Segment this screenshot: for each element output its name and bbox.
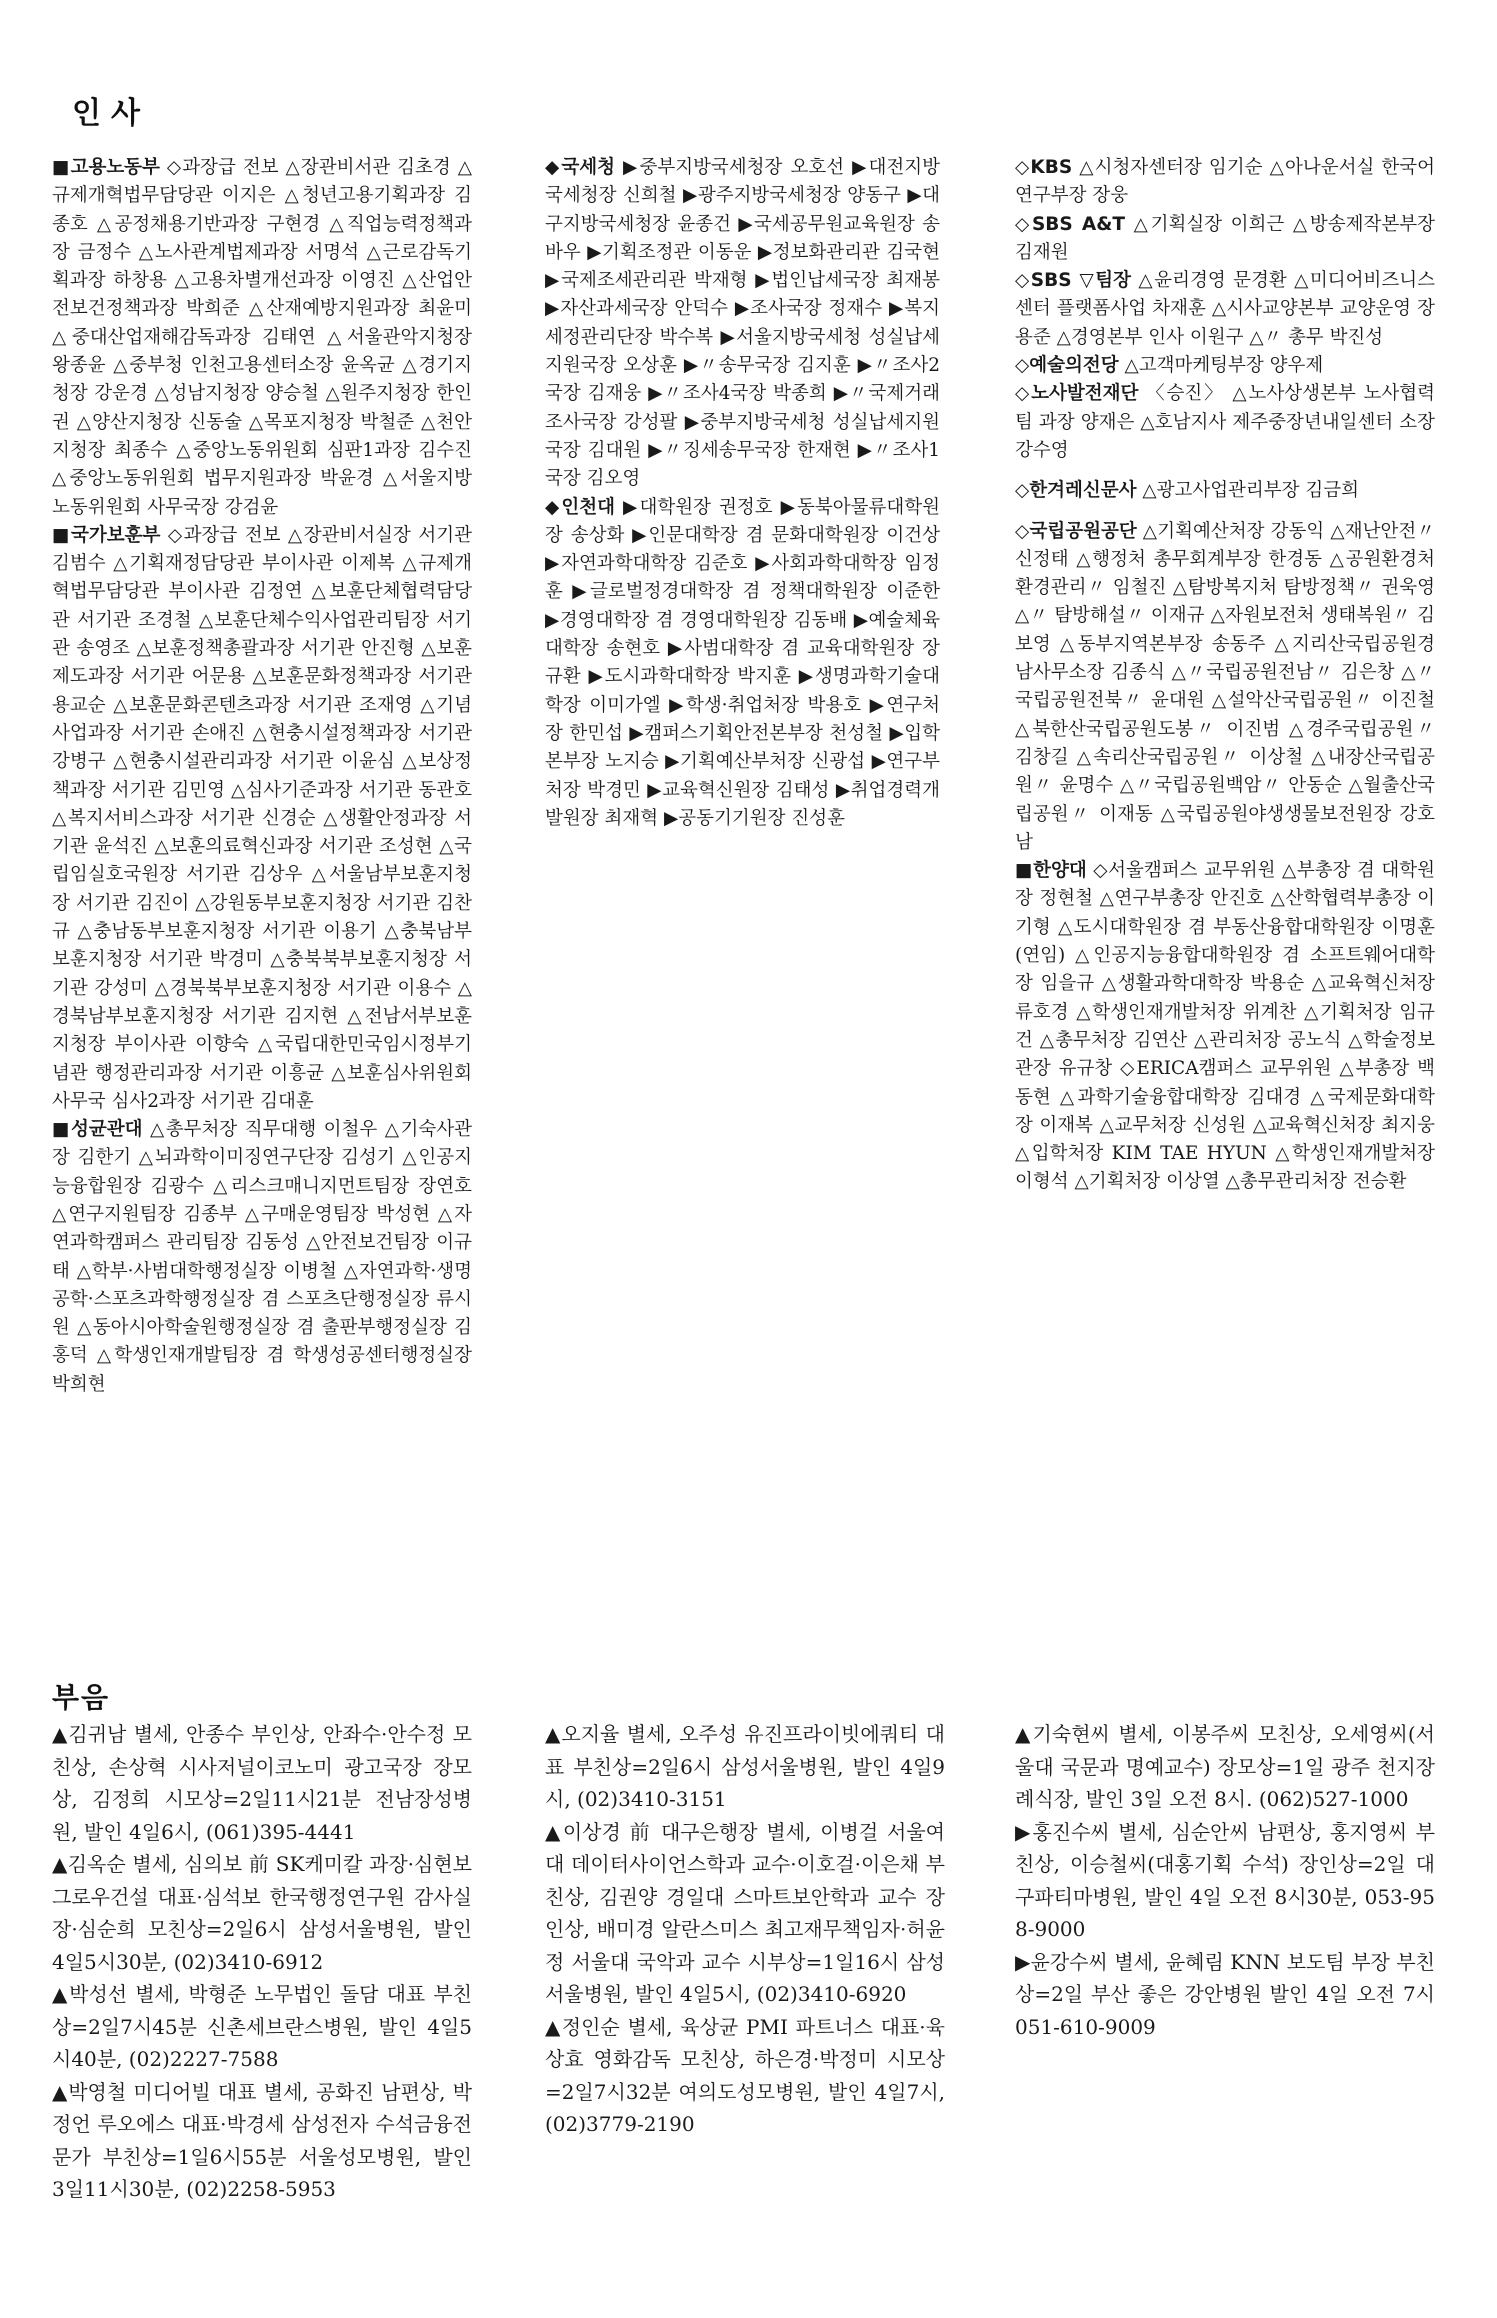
personnel-entry xyxy=(545,494,940,834)
personnel-entry xyxy=(1015,380,1435,465)
obituary-entry: ▲정인순 별세, 육상균 PMI 파트너스 대표·육상효 영화감독 모친상, 하은경·박정미 시모상=2일7시32분 여의도성모병원, 발인 4일7시, (02)3779-2190 xyxy=(545,2014,945,2136)
organization-name: ◇KBS xyxy=(1015,157,1073,178)
personnel-entry xyxy=(52,1116,472,1399)
personnel-entry xyxy=(52,154,472,522)
organization-name: ◆인천대 xyxy=(545,496,616,518)
appointment-list: △기획예산처장 강동익 △재난안전〃 신정태 △행정처 총무회계부장 한경동 △공원환경처 환경관리〃 임철진 △탐방복지처 탐방정책〃 권욱영 △〃 탐방해설〃 이재규 △자원보전처 생태복원〃 김보영 △동부지역본부장 송동주 △지리산국립공원경남사무소장 김종식 △〃국립공원전남〃 김은창 △〃 국립공원전북〃 윤대원 △설악산국립공원〃 이진철 △북한산국립공원도봉〃 이진범 △경주국립공원〃 김창길 △속리산국립공원〃 이상철 △내장산국립공원〃 윤명수 △〃국립공원백암〃 안동순 △월출산국립공원〃 이재동 △국립공원야생생물보전원장 강호남 xyxy=(1015,520,1435,853)
personnel-column-1 xyxy=(52,154,472,1399)
obituary-entry: ▶홍진수씨 별세, 심순안씨 남편상, 홍지영씨 부친상, 이승철씨(대홍기획 수석) 장인상=2일 대구파티마병원, 발인 4일 오전 8시30분, 053-958-9000 xyxy=(1015,1819,1435,1941)
organization-name: ■한양대 xyxy=(1015,860,1087,882)
appointment-list: ◇서울캠퍼스 교무위원 △부총장 겸 대학원장 정현철 △연구부총장 안진호 △산학협력부총장 이기형 △도시대학원장 겸 부동산융합대학원장 이명훈(연임) △인공지능융합대학원장 겸 소프트웨어대학장 임을규 △생활과학대학장 박용순 △교육혁신처장 류호경 △학생인재개발처장 위계찬 △기획처장 임규건 △총무처장 김연산 △관리처장 공노식 △학술정보관장 유규창 ◇ERICA캠퍼스 교무위원 △부총장 백동현 △과학기술융합대학장 김대경 △국제문화대학장 이재복 △교무처장 신성원 △교육혁신처장 최지웅 △입학처장 KIM TAE HYUN △학생인재개발처장 이형석 △기획처장 이상열 △총무관리처장 전승환 xyxy=(1015,860,1436,1193)
appointment-list: ◇과장급 전보 △장관비서관 김초경 △규제개혁법무담당관 이지은 △청년고용기획과장 김종호 △공정채용기반과장 구현경 △직업능력정책과장 금정수 △노사관계법제과장 서명석 △근로감독기획과장 하창용 △고용차별개선과장 이영진 △산업안전보건정책과장 박희준 △산재예방지원과장 최윤미 △중대산업재해감독과장 김태연 △서울관악지청장 왕종윤 △중부청 인천고용센터소장 윤옥균 △경기지청장 강운경 △성남지청장 양승철 △원주지청장 한인권 △양산지청장 신동술 △목포지청장 박철준 △천안지청장 최종수 △중앙노동위원회 심판1과장 김수진 △중앙노동위원회 법무지원과장 박윤경 △서울지방노동위원회 사무국장 강검윤 xyxy=(52,157,472,518)
obituary-column-1 xyxy=(52,1718,472,2206)
obituary-entry: ▲기숙현씨 별세, 이봉주씨 모친상, 오세영씨(서울대 국문과 명예교수) 장모상=1일 광주 천지장례식장, 발인 3일 오전 8시. (062)527-1000 xyxy=(1015,1722,1435,1811)
organization-name: ◇SBS ▽팀장 xyxy=(1015,270,1132,292)
organization-name: ◇예술의전당 xyxy=(1015,355,1119,377)
personnel-entry xyxy=(1015,154,1435,211)
obituary-entry: ▲이상경 前 대구은행장 별세, 이병걸 서울여대 데이터사이언스학과 교수·이호걸·이은채 부친상, 김권양 경일대 스마트보안학과 교수 장인상, 배미경 알란스미스 최고재무책임자·허윤정 서울대 국악과 교수 시부상=1일16시 삼성서울병원, 발인 4일5시, (02)3410-6920 xyxy=(545,1819,945,2006)
obituary-entry: ▲김귀남 별세, 안종수 부인상, 안좌수·안수정 모친상, 손상혁 시사저널이코노미 광고국장 장모상, 김정희 시모상=2일11시21분 전남장성병원, 발인 4일6시, (061)395-4441 xyxy=(52,1722,472,1844)
organization-name: ◇한겨레신문사 xyxy=(1015,480,1137,502)
organization-name: ■고용노동부 xyxy=(52,157,160,178)
appointment-list: ▶중부지방국세청장 오호선 ▶대전지방국세청장 신희철 ▶광주지방국세청장 양동구 ▶대구지방국세청장 윤종건 ▶국세공무원교육원장 송바우 ▶기획조정관 이동운 ▶정보화관리관 김국현 ▶국제조세관리관 박재형 ▶법인납세국장 최재봉 ▶자산과세국장 안덕수 ▶조사국장 정재수 ▶복지세정관리단장 박수복 ▶서울지방국세청 성실납세지원국장 오상훈 ▶〃송무국장 김지훈 ▶〃조사2국장 김재웅 ▶〃조사4국장 박종희 ▶〃국제거래조사국장 강성팔 ▶중부지방국세청 성실납세지원국장 김대원 ▶〃징세송무국장 한재현 ▶〃조사1국장 김오영 xyxy=(545,157,940,490)
personnel-entry xyxy=(1015,518,1435,858)
appointment-list: △고객마케팅부장 양우제 xyxy=(1118,355,1324,377)
section-title-obituaries: 부음 xyxy=(52,1681,111,1714)
personnel-entry xyxy=(1015,352,1435,380)
obituary-entry: ▲오지율 별세, 오주성 유진프라이빗에쿼티 대표 부친상=2일6시 삼성서울병원, 발인 4일9시, (02)3410-3151 xyxy=(545,1722,945,1811)
appointment-list: 〈승진〉 △노사상생본부 노사협력팀 과장 양재은 △호남지사 제주중장년내일센터 소장 강수영 xyxy=(1015,383,1435,461)
organization-name: ◆국세청 xyxy=(545,157,616,178)
appointment-list: △총무처장 직무대행 이철우 △기숙사관장 김한기 △뇌과학이미징연구단장 김성기 △인공지능융합원장 김광수 △리스크매니지먼트팀장 장연호 △연구지원팀장 김종부 △구매운영팀장 박성현 △자연과학캠퍼스 관리팀장 김동성 △안전보건팀장 이규태 △학부·사범대학행정실장 이병철 △자연과학·생명공학·스포츠과학행정실장 겸 스포츠단행정실장 류시원 △동아시아학술원행정실장 겸 출판부행정실장 김홍덕 △학생인재개발팀장 겸 학생성공센터행정실장 박희현 xyxy=(52,1119,473,1395)
appointment-list: ▶대학원장 권정호 ▶동북아물류대학원장 송상화 ▶인문대학장 겸 문화대학원장 이건상 ▶자연과학대학장 김준호 ▶사회과학대학장 임정훈 ▶글로벌정경대학장 겸 정책대학원장 이준한 ▶경영대학장 겸 경영대학원장 김동배 ▶예술체육대학장 송현호 ▶사범대학장 겸 교육대학원장 장규환 ▶도시과학대학장 박지훈 ▶생명과학기술대학장 이미가엘 ▶학생·취업처장 박용호 ▶연구처장 한민섭 ▶캠퍼스기획안전본부장 천성철 ▶입학본부장 노지승 ▶기획예산부처장 신광섭 ▶연구부처장 박경민 ▶교육혁신원장 김태성 ▶취업경력개발원장 최재혁 ▶공동기기원장 진성훈 xyxy=(545,496,940,829)
obituary-column-3 xyxy=(1015,1718,1435,2043)
personnel-entry xyxy=(1015,857,1435,1197)
organization-name: ■성균관대 xyxy=(52,1119,143,1141)
obituary-entry: ▲김옥순 별세, 심의보 前 SK케미칼 과장·심현보 그로우건설 대표·심석보 한국행정연구원 감사실장·심순희 모친상=2일6시 삼성서울병원, 발인 4일5시30분, (02)3410-6912 xyxy=(52,1852,472,1974)
appointment-list: △기획실장 이희근 △방송제작본부장 김재원 xyxy=(1015,213,1435,263)
organization-name: ◇SBS A&T xyxy=(1015,213,1125,235)
personnel-entry xyxy=(1015,211,1435,268)
personnel-entry xyxy=(545,154,940,494)
obituary-entry: ▶윤강수씨 별세, 윤혜림 KNN 보도팀 부장 부친상=2일 부산 좋은 강안병원 발인 4일 오전 7시 051-610-9009 xyxy=(1015,1949,1435,2039)
personnel-column-2 xyxy=(545,154,940,833)
organization-name: ■국가보훈부 xyxy=(52,524,161,546)
personnel-entry xyxy=(1015,267,1435,352)
personnel-entry xyxy=(52,522,472,1116)
appointment-list: △시청자센터장 임기순 △아나운서실 한국어연구부장 장웅 xyxy=(1015,157,1435,207)
organization-name: ◇국립공원공단 xyxy=(1015,520,1137,542)
appointment-list: △윤리경영 문경환 △미디어비즈니스센터 플랫폼사업 차재훈 △시사교양본부 교양운영 장용준 △경영본부 인사 이원구 △〃 총무 박진성 xyxy=(1015,270,1436,348)
obituary-column-2 xyxy=(545,1718,945,2141)
section-title-personnel: 인사 xyxy=(72,96,150,131)
organization-name: ◇노사발전재단 xyxy=(1015,383,1139,405)
appointment-list: △광고사업관리부장 김금희 xyxy=(1136,480,1360,502)
obituary-entry: ▲박영철 미디어빌 대표 별세, 공화진 남편상, 박정언 루오에스 대표·박경세 삼성전자 수석금융전문가 부친상=1일6시55분 서울성모병원, 발인 3일11시30분, (02)2258-5953 xyxy=(52,2079,472,2201)
obituary-entry: ▲박성선 별세, 박형준 노무법인 돌담 대표 부친상=2일7시45분 신촌세브란스병원, 발인 4일5시40분, (02)2227-7588 xyxy=(52,1982,472,2071)
personnel-column-3 xyxy=(1015,154,1435,1197)
appointment-list: ◇과장급 전보 △장관비서실장 서기관 김범수 △기획재정담당관 부이사관 이제복 △규제개혁법무담당관 부이사관 김정연 △보훈단체협력담당관 서기관 조경철 △보훈단체수익사업관리팀장 서기관 송영조 △보훈정책총괄과장 서기관 안진형 △보훈제도과장 서기관 어문용 △보훈문화정책과장 서기관 용교순 △보훈문화콘텐츠과장 서기관 조재영 △기념사업과장 서기관 손애진 △현충시설정책과장 서기관 강병구 △현충시설관리과장 서기관 이윤심 △보상정책과장 서기관 김민영 △심사기준과장 서기관 동관호 △복지서비스과장 서기관 신경순 △생활안정과장 서기관 윤석진 △보훈의료혁신과장 서기관 조성현 △국립임실호국원장 서기관 김상우 △서울남부보훈지청장 서기관 김진이 △강원동부보훈지청장 서기관 김찬규 △충남동부보훈지청장 서기관 이용기 △충북남부보훈지청장 서기관 박경미 △충북북부보훈지청장 서기관 강성미 △경북북부보훈지청장 서기관 이용수 △경북남부보훈지청장 서기관 김지현 △전남서부보훈지청장 부이사관 이향숙 △국립대한민국임시정부기념관 행정관리과장 서기관 이흥균 △보훈심사위원회 사무국 심사2과장 서기관 김대훈 xyxy=(52,524,472,1112)
personnel-entry xyxy=(1015,477,1435,505)
